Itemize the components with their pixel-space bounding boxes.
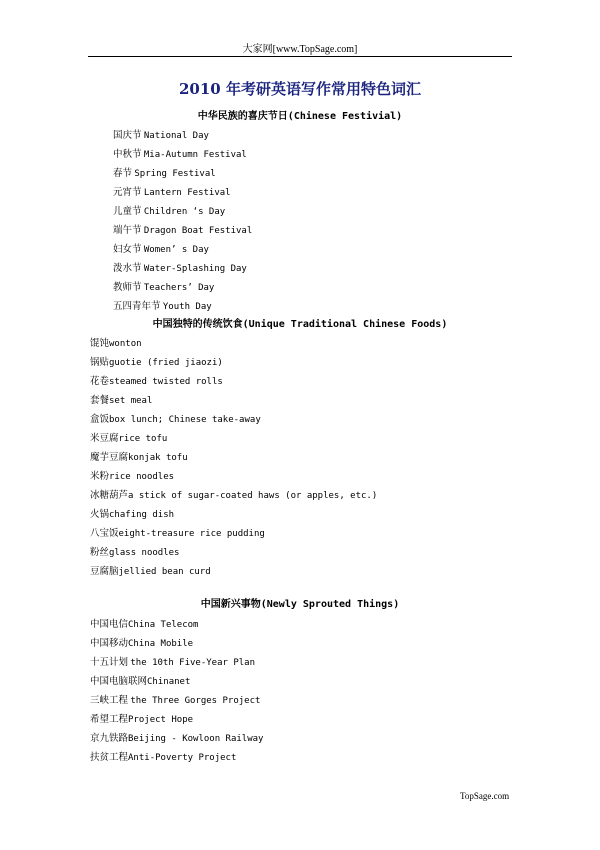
term-chinese: 京九铁路	[90, 733, 129, 744]
list-item	[90, 410, 377, 429]
section-heading-new-things: 中国新兴事物(Newly Sprouted Things)	[200, 599, 400, 610]
term-english: the Three Gorges Project	[130, 696, 261, 706]
page-header: 大家网[www.TopSage.com]	[242, 44, 358, 55]
list-item	[90, 505, 377, 524]
list-item	[113, 240, 252, 259]
term-chinese: 火锅	[90, 509, 110, 520]
list-item	[90, 543, 377, 562]
header-divider	[88, 56, 512, 57]
list-item	[113, 202, 252, 221]
term-english: Anti-Poverty Project	[128, 753, 237, 763]
term-english: glass noodles	[109, 548, 180, 558]
term-chinese: 五四青年节	[113, 301, 161, 312]
term-english: Lantern Festival	[143, 188, 231, 198]
term-english: Dragon Boat Festival	[143, 226, 253, 236]
term-english: Project Hope	[128, 715, 194, 725]
term-chinese: 妇女节	[113, 244, 142, 255]
term-chinese: 米豆腐	[90, 433, 119, 444]
term-chinese: 春节	[113, 168, 133, 179]
term-english: chafing dish	[109, 510, 175, 520]
term-chinese: 扶贫工程	[90, 752, 129, 763]
document-title: 2010 年考研英语写作常用特色词汇	[179, 80, 421, 98]
term-english: konjak tofu	[128, 453, 188, 463]
list-item	[90, 710, 263, 729]
term-english: jellied bean curd	[118, 567, 211, 577]
list-item	[113, 259, 252, 278]
festival-list	[113, 126, 252, 316]
term-english: Chinanet	[147, 677, 191, 687]
term-english: eight-treasure rice pudding	[118, 529, 265, 539]
term-english: rice tofu	[118, 434, 168, 444]
list-item	[90, 691, 263, 710]
term-english: set meal	[109, 396, 153, 406]
term-chinese: 十五计划	[90, 657, 129, 668]
list-item	[113, 278, 252, 297]
term-chinese: 中国电脑联网	[90, 676, 148, 687]
term-chinese: 花卷	[90, 376, 110, 387]
list-item	[90, 615, 263, 634]
term-english: the 10th Five-Year Plan	[130, 658, 256, 668]
new-things-list	[90, 615, 263, 767]
term-english: Women’ s Day	[143, 245, 209, 255]
list-item	[90, 391, 377, 410]
section-heading-foods: 中国独特的传统饮食(Unique Traditional Chinese Foods)	[152, 319, 448, 330]
term-chinese: 冰糖葫芦	[90, 490, 129, 501]
list-item	[113, 221, 252, 240]
term-english: Youth Day	[162, 302, 212, 312]
term-chinese: 泼水节	[113, 263, 142, 274]
term-english: China Mobile	[128, 639, 194, 649]
list-item	[90, 634, 263, 653]
term-english: Water-Splashing Day	[143, 264, 247, 274]
list-item	[90, 486, 377, 505]
list-item	[113, 164, 252, 183]
page-footer: TopSage.com	[460, 791, 510, 801]
list-item	[90, 748, 263, 767]
term-chinese: 端午节	[113, 225, 142, 236]
term-english: wonton	[109, 339, 142, 349]
term-chinese: 中秋节	[113, 149, 142, 160]
term-english: Mia-Autumn Festival	[143, 150, 247, 160]
term-english: China Telecom	[128, 620, 199, 630]
term-chinese: 豆腐脑	[90, 566, 119, 577]
list-item	[90, 353, 377, 372]
list-item	[90, 524, 377, 543]
list-item	[113, 297, 252, 316]
term-chinese: 米粉	[90, 471, 110, 482]
term-english: box lunch; Chinese take-away	[109, 415, 261, 425]
list-item	[90, 372, 377, 391]
food-list	[90, 334, 377, 581]
list-item	[90, 448, 377, 467]
list-item	[90, 672, 263, 691]
list-item	[90, 729, 263, 748]
term-chinese: 教师节	[113, 282, 142, 293]
term-chinese: 套餐	[90, 395, 110, 406]
list-item	[90, 334, 377, 353]
list-item	[113, 126, 252, 145]
term-chinese: 国庆节	[113, 130, 142, 141]
term-chinese: 八宝饭	[90, 528, 119, 539]
term-chinese: 中国电信	[90, 619, 129, 630]
term-chinese: 中国移动	[90, 638, 129, 649]
list-item	[90, 653, 263, 672]
term-chinese: 希望工程	[90, 714, 129, 725]
term-chinese: 馄饨	[90, 338, 110, 349]
term-english: National Day	[143, 131, 209, 141]
term-english: steamed twisted rolls	[109, 377, 223, 387]
list-item	[90, 467, 377, 486]
term-chinese: 元宵节	[113, 187, 142, 198]
term-chinese: 儿童节	[113, 206, 142, 217]
term-chinese: 锅贴	[90, 357, 110, 368]
term-english: guotie (fried jiaozi)	[109, 358, 223, 368]
term-chinese: 三峡工程	[90, 695, 129, 706]
section-heading-festivals: 中华民族的喜庆节日(Chinese Festivial)	[197, 111, 403, 122]
term-english: Teachers’ Day	[143, 283, 215, 293]
term-english: rice noodles	[109, 472, 175, 482]
term-english: a stick of sugar-coated haws (or apples, etc.)	[128, 491, 378, 501]
list-item	[90, 562, 377, 581]
list-item	[113, 183, 252, 202]
list-item	[90, 429, 377, 448]
term-chinese: 魔芋豆腐	[90, 452, 129, 463]
term-english: Spring Festival	[134, 169, 216, 179]
list-item	[113, 145, 252, 164]
term-english: Beijing - Kowloon Railway	[128, 734, 264, 744]
term-chinese: 粉丝	[90, 547, 110, 558]
term-chinese: 盒饭	[90, 414, 110, 425]
term-english: Children ‘s Day	[143, 207, 226, 217]
